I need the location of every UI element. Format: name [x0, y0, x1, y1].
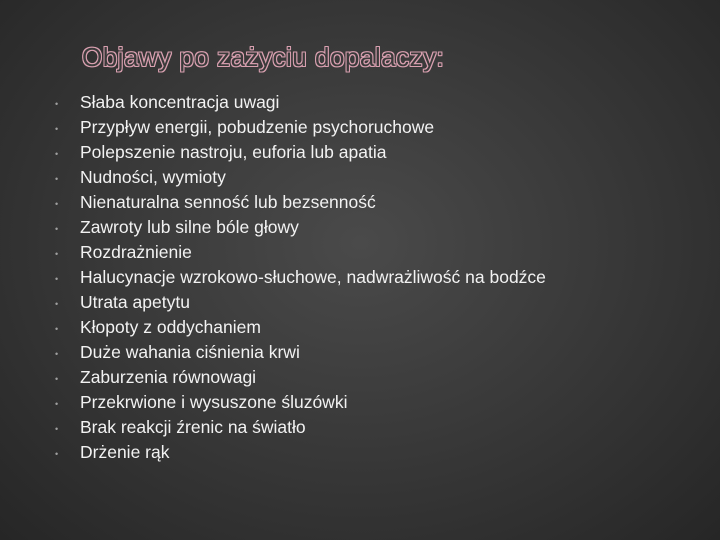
bullet-icon: •: [55, 99, 59, 109]
bullet-icon: •: [55, 274, 59, 284]
list-item: [0, 194, 550, 211]
list-item: [0, 369, 550, 386]
list-item-text: Utrata apetytu: [80, 292, 190, 312]
list-item: [0, 344, 550, 361]
bullet-icon: •: [55, 449, 59, 459]
list-item-text: Halucynacje wzrokowo-słuchowe, nadwrażliwość na bodźce: [80, 267, 546, 287]
list-item: [0, 269, 550, 286]
bullet-icon: •: [55, 149, 59, 159]
list-item: [0, 419, 550, 436]
bullet-icon: •: [55, 374, 59, 384]
bullet-list: [0, 94, 720, 469]
list-item-text: Drżenie rąk: [80, 442, 170, 462]
list-item: [0, 244, 550, 261]
list-item: [0, 169, 550, 186]
bullet-icon: •: [55, 349, 59, 359]
bullet-icon: •: [55, 199, 59, 209]
bullet-icon: •: [55, 249, 59, 259]
list-item-text: Nienaturalna senność lub bezsenność: [80, 192, 376, 212]
list-item: [0, 444, 550, 461]
list-item: [0, 119, 550, 136]
list-item-text: Przypływ energii, pobudzenie psychoruchowe: [80, 117, 435, 137]
bullet-icon: •: [55, 299, 59, 309]
list-item-text: Polepszenie nastroju, euforia lub apatia: [80, 142, 387, 162]
list-item-text: Nudności, wymioty: [80, 167, 226, 187]
list-item: [0, 394, 550, 411]
list-item-text: Zawroty lub silne bóle głowy: [80, 217, 299, 237]
list-item: [0, 294, 550, 311]
bullet-icon: •: [55, 424, 59, 434]
list-item-text: Kłopoty z oddychaniem: [80, 317, 261, 337]
bullet-icon: •: [55, 124, 59, 134]
list-item: [0, 94, 550, 111]
bullet-icon: •: [55, 399, 59, 409]
bullet-icon: •: [55, 224, 59, 234]
list-item: [0, 144, 550, 161]
bullet-icon: •: [55, 324, 59, 334]
list-item-text: Brak reakcji źrenic na światło: [80, 417, 306, 437]
bullet-icon: •: [55, 174, 59, 184]
list-item: [0, 219, 550, 236]
list-item-text: Słaba koncentracja uwagi: [80, 92, 280, 112]
slide-title: Objawy po zażyciu dopalaczy:: [82, 42, 445, 72]
list-item-text: Zaburzenia równowagi: [80, 367, 257, 387]
list-item-text: Przekrwione i wysuszone śluzówki: [80, 392, 348, 412]
list-item-text: Rozdrażnienie: [80, 242, 192, 262]
list-item: [0, 319, 550, 336]
list-item-text: Duże wahania ciśnienia krwi: [80, 342, 300, 362]
